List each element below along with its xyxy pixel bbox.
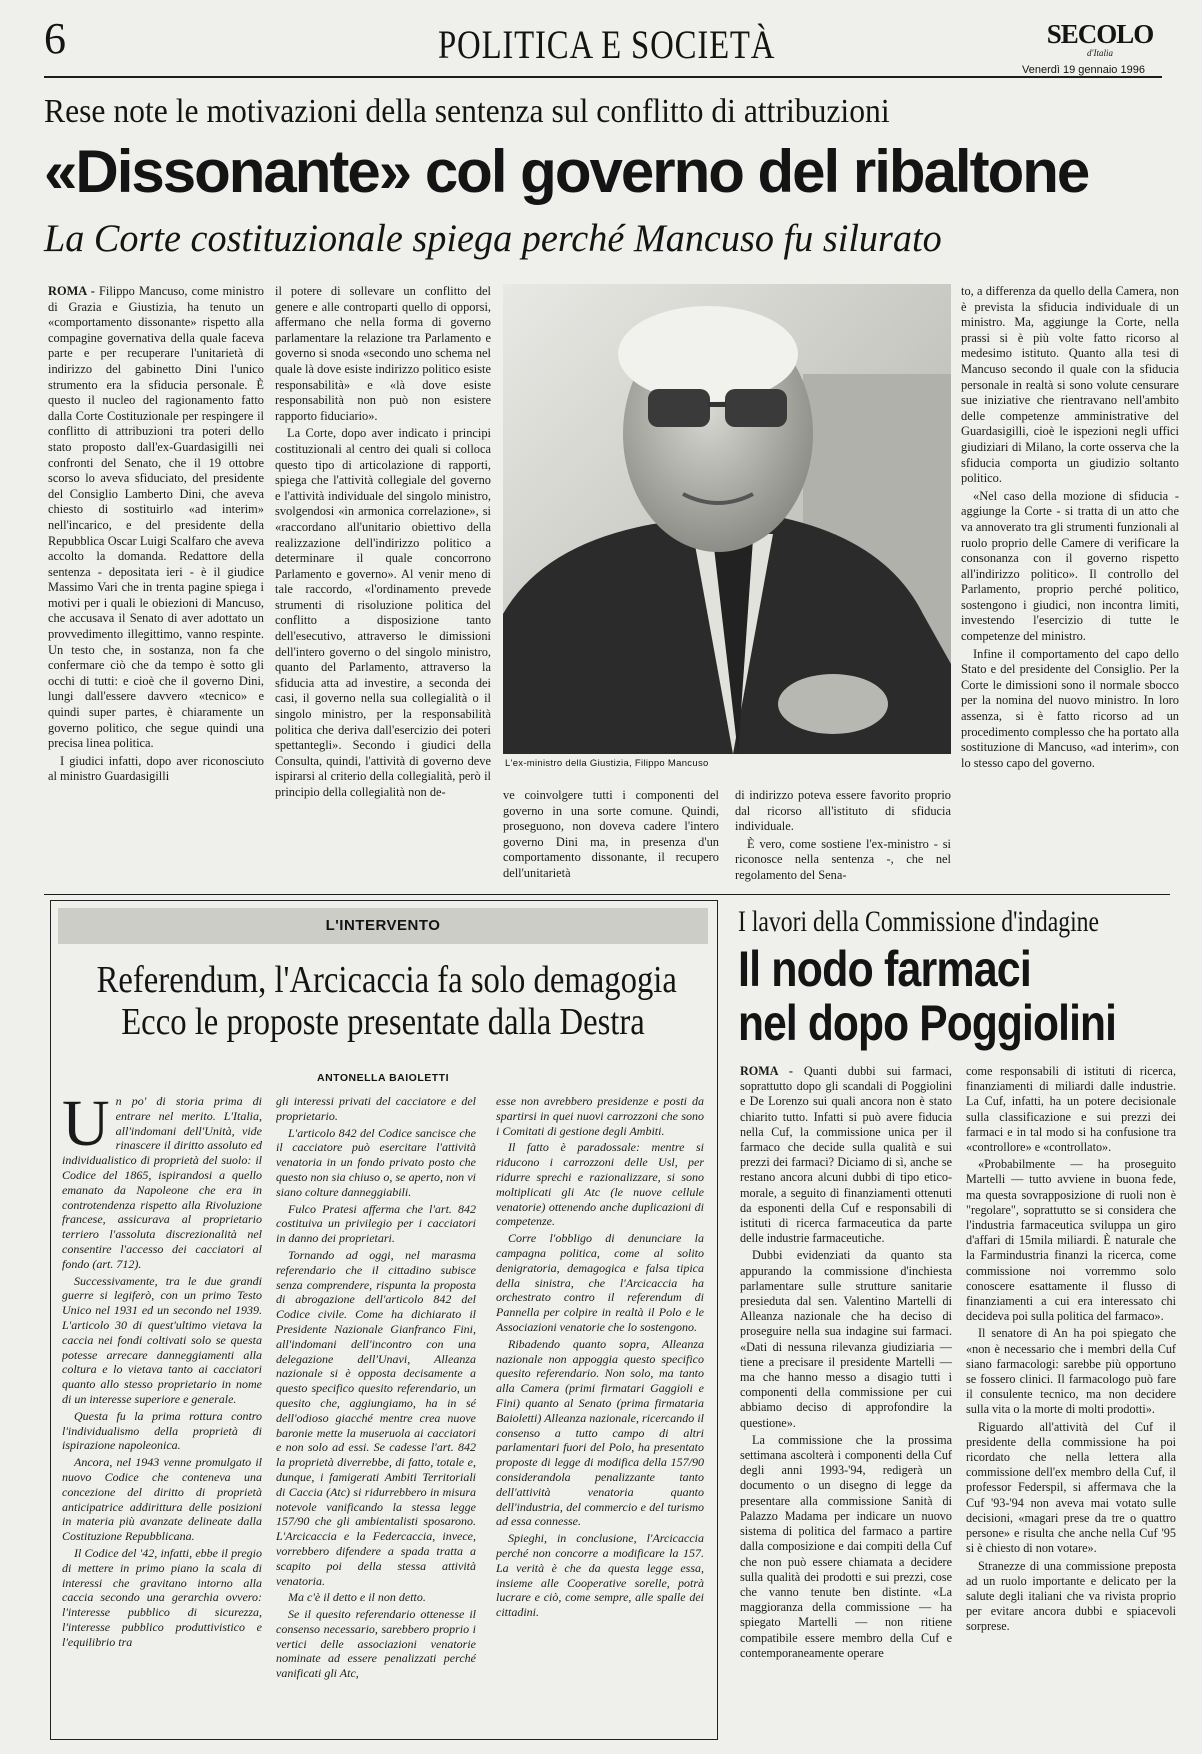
- main-column-3: [503, 788, 719, 884]
- main-col2-para2: La Corte, dopo aver indicato i principi costituzionali al centro dei quali si colloca questo tipo di articolazione di rapporti, spiega che l'attività collegiale del governo e l'attività individuale del singolo ministro, svolgendosi «in armonica correlazione», si «raccordano all'unitario obiettivo della realizzazione dell'indirizzo politico a determinare il quale concorrono Parlamento e governo». Al venir meno di tale raccordo, «l'ordinamento prevede strumenti di risoluzione politica del conflitto a disposizione tanto dell'esecutivo, attraverso le dimissioni dell'intero governo o del singolo ministro, quanto del Parlamento, attraverso la sfiducia atta ad investire, a seconda dei casi, il governo nella sua collegialità o il singolo ministro, per la responsabilità politica che deriva dall'esercizio dei poteri spettantegli». Secondo i giudici della Consulta, quindi, l'attività di governo deve ispirarsi al criterio della collegialità, però il principio della collegialità non de-: [275, 426, 491, 799]
- farmaci-column-2: [966, 1064, 1176, 1744]
- intervento-col1-para3: Questa fu la prima rottura contro l'individualismo della proprietà di ispirazione napoleonica.: [62, 1408, 262, 1453]
- logo-subtitle: d'Italia: [1087, 48, 1113, 58]
- main-column-2: [275, 284, 491, 884]
- intervento-col2-para1: gli interessi privati del cacciatore e del proprietario.: [276, 1094, 476, 1123]
- intervento-col1-para1: n po' di storia prima di entrare nel merito. L'Italia, all'indomani dell'Unità, vide rinascere il diritto assoluto ed individualistico di proprietà del suolo: il Codice del 1865, ispirandosi a quello emanato da Napoleone che era in controtendenza rispetto alla Rivoluzione francese, assicurava al proprietario terriero l'assoluta discrezionalità nel consentire l'accesso dei cacciatori al fondo (art. 712).: [62, 1094, 262, 1271]
- main-col5-para2: «Nel caso della mozione di sfiducia - aggiunge la Corte - si tratta di un atto che va annoverato tra gli strumenti funzionali al ruolo proprio delle Camere di verificare la consonanza con il governo rispetto all'indirizzo politico». Il controllo del Parlamento, proprio perché politico, sostengono i giudici, non incontra limiti, investendo l'esercizio di tutte le competenze del ministro.: [961, 488, 1179, 644]
- page-number: 6: [44, 14, 66, 63]
- intervento-col1-para5: Il Codice del '42, infatti, ebbe il pregio di mettere in primo piano la scala di interessi che gravitano intorno alla caccia secondo una gerarchia ovvero: l'interesse pubblico di sicurezza, l'interesse pubblico produttivistico e l'equilibrio tra: [62, 1545, 262, 1649]
- intervento-col3-para2: Il fatto è paradossale: mentre si riducono i carrozzoni delle Usl, per ridurre sprechi e razionalizzare, si sono moltiplicati gli Atc (le nuove cellule venatorie) ottenendo anche duplicazioni di competenze.: [496, 1140, 704, 1229]
- section-divider: [44, 894, 1170, 895]
- header-rule: [44, 76, 1162, 78]
- main-column-4: [735, 788, 951, 884]
- farmaci-col2-para2: «Probabilmente — ha proseguito Martelli — tutto avviene in buona fede, ma questa sovrapposizione di ruoli non è "regolare", soprattutto se si considera che l'industria farmaceutica sviluppa un giro d'affari di 15mila miliardi. È naturale che la Farmindustria finanzi la ricerca, come commissione noi vorremmo solo conoscere esattamente il flusso di finanziamenti a cui era interessato chi decideva poi sulla politica del farmaco».: [966, 1157, 1176, 1324]
- farmaci-col1-para3: La commissione che la prossima settimana ascolterà i componenti della Cuf degli anni 1993-'94, redigerà un documento o un disegno di legge da presentare alla commissione Sanità di Palazzo Madama per indicare un nuovo sistema di politica del farmaco a partire dalla composizione e dai compiti della Cuf che non può essere chiamata a decidere sulla qualità dei prodotti e sui prezzi, cose che vanno tenute ben distinte. «La maggioranza della commissione — ha spiegato Martelli — non ritiene compatibile essere membro della Cuf e contemporaneamente operare: [740, 1432, 952, 1660]
- main-subheadline: La Corte costituzionale spiega perché Mancuso fu silurato: [44, 217, 942, 260]
- intervento-col3-para3: Corre l'obbligo di denunciare la campagna politica, come al solito denigratoria, demagogica e falsa tipica della sinistra, che l'Arcicaccia ha orchestrato contro il referendum di Pannella per colpire in realtà il Polo e le Associazioni venatorie che lo sostengono.: [496, 1231, 704, 1334]
- intervento-column-1: [62, 1094, 262, 1734]
- main-column-5: [961, 284, 1179, 884]
- intervento-col3-para1: esse non avrebbero presidenze e posti da spartirsi in quei nuovi carrozzoni che sono i Comitati di gestione degli Ambiti.: [496, 1094, 704, 1138]
- masthead-logo: [1040, 20, 1160, 58]
- main-col2-para1: il potere di sollevare un conflitto del genere e alle controparti quello di opporsi, affermano che nella forma di governo parlamentare la relazione tra Parlamento e governo si snoda «secondo uno schema nel quale là dove esiste indirizzo politico esiste responsabilità» e «là dove esiste responsabilità non può non esistere rapporto fiduciario».: [275, 284, 491, 423]
- logo-text: SECOLO: [1046, 19, 1154, 49]
- portrait-illustration: [503, 284, 951, 754]
- farmaci-col1-para2: Dubbi evidenziati da quanto sta appurando la commissione d'inchiesta parlamentare sulle strutture sanitarie presieduta dal sen. Valentino Martelli di Alleanza nazionale che ha deciso di proseguire nella sua indagine sui farmaci. «Dati di nessuna rilevanza giudiziaria — tiene a precisare il presidente Martelli — ma che hanno messo a disagio tutti i componenti della commissione per cui abbiamo deciso di approfondire la questione».: [740, 1248, 952, 1430]
- intervento-column-2: [276, 1094, 476, 1734]
- main-column-1: [48, 284, 264, 884]
- farmaci-col2-para3: Il senatore di An ha poi spiegato che «non è necessario che i membri della Cuf siano farmacologi: sarebbe più opportuno se fossero clinici. Il farmacologo può fare il consulente tecnico, ma non decidere sulla vita o la morte di molti prodotti».: [966, 1326, 1176, 1417]
- intervento-col2-para6: Se il quesito referendario ottenesse il consenso necessario, sarebbero proprio i vertici delle associazioni venatorie nominate ad essere penalizzati perché vanificati gli Atc,: [276, 1607, 476, 1681]
- section-title: POLITICA E SOCIETÀ: [438, 22, 776, 67]
- main-kicker: Rese note le motivazioni della sentenza sul conflitto di attribuzioni: [44, 93, 890, 130]
- main-col5-para1: to, a differenza da quello della Camera, non è prevista la sfiducia individuale di un ministro. Ma, aggiunge la Corte, nella prassi si è più volte fatto ricorso al medesimo istituto. Quanto alla tesi di Mancuso secondo il quale con la sfiducia personale in realtà si sono volute censurare sue iniziative che rientravano nell'ambito delle competenze amministrative del Guardasigilli, cioè le ispezioni negli uffici giudiziari di Milano, la corte osserva che la sfiducia comporta un giudizio soltanto politico.: [961, 284, 1179, 486]
- main-col1-para2: I giudici infatti, dopo aver riconosciuto al ministro Guardasigilli: [48, 753, 264, 784]
- intervento-col2-para2: L'articolo 842 del Codice sancisce che il cacciatore può esercitare l'attività venatoria in un fondo privato posto che questo non sia chiuso o, se aperto, non vi siano colture danneggiabili.: [276, 1125, 476, 1199]
- farmaci-col2-para5: Stranezze di una commissione preposta ad un ruolo importante e delicato per la salute degli italiani che va rivista proprio per evitare ancora dubbi e spiacevoli sorprese.: [966, 1558, 1176, 1634]
- farmaci-column-1: [740, 1064, 952, 1744]
- intervento-headline-2: Ecco le proposte presentate dalla Destra: [121, 1001, 645, 1043]
- issue-date: Venerdì 19 gennaio 1996: [1022, 64, 1145, 76]
- intervento-col2-para3: Fulco Pratesi afferma che l'art. 842 costituiva un privilegio per i cacciatori in danno dei proprietari.: [276, 1201, 476, 1246]
- main-headline: «Dissonante» col governo del ribaltone: [44, 138, 1089, 205]
- main-col3-para: ve coinvolgere tutti i componenti del governo in una sorte comune. Quindi, proseguono, non doveva cadere l'intero governo Dini ma, in presenza d'un comportamento dissonante, il recupero dell'unitarietà: [503, 788, 719, 880]
- intervento-col2-para5: Ma c'è il detto e il non detto.: [288, 1590, 426, 1605]
- intervento-col3-para5: Spieghi, in conclusione, l'Arcicaccia perché non concorre a modificare la 157. La verità è che da questa legge essa, insieme alle Cooperative sorelle, potrà lucrare e ciò, come sempre, alle spalle dei cittadini.: [496, 1531, 704, 1620]
- intervento-col1-para2: Successivamente, tra le due grandi guerre si legiferò, con un primo Testo Unico nel 1931 ed un secondo nel 1939. L'articolo 30 di quest'ultimo vietava la caccia nei fondi coltivati solo se questa potesse arrecare danneggiamenti alla coltura e lo vietava tanto ai cacciatori quanto allo stesso proprietario in nome di un interesse superiore e generale.: [62, 1273, 262, 1406]
- main-col4-para1: di indirizzo poteva essere favorito proprio dal ricorso all'istituto di sfiducia individuale.: [735, 788, 951, 834]
- main-col5-para3: Infine il comportamento del capo dello Stato e del presidente del Consiglio. Per la Corte le dimissioni sono il normale sbocco per la nomina del nuovo ministro. In loro assenza, si è fatto ricorso ad un procedimento complesso che ha portato alla sostituzione di Mancuso, «ad interim», con lo stesso capo del governo.: [961, 646, 1179, 770]
- intervento-col2-para4: Tornando ad oggi, nel marasma referendario che il cittadino subisce senza comprendere, rispunta la proposta di abrogazione dell'articolo 842 del Codice civile. Come ha dichiarato il Presidente Nazionale Gianfranco Fini, all'indomani dell'incontro con una delegazione dell'Unavi, Alleanza nazionale si è opposta decisamente a questo specifico quesito referendario, un quesito che, aggiungiamo, ha in sé dell'odioso giacché mentre crea nuove baronie mette la museruola ai cacciatori e non solo ad essi. Se cadesse l'art. 842 la proprietà diverrebbe, di fatto, totale e, dunque, i famigerati Ambiti Territoriali di Caccia (Atc) si ridurrebbero in misura notevole vanificando la stessa legge 157/90 che gli ambientalisti sposarono. L'Arcicaccia e la Federcaccia, invece, vorrebbero difendere a spada tratta a scapito poi della stessa attività venatoria.: [276, 1247, 476, 1588]
- farmaci-col2-para1: come responsabili di istituti di ricerca, finanziamenti di miliardi dalle industrie. La Cuf, infatti, ha un potere decisionale sulla classificazione e sui prezzi dei farmaci e in tal modo si ha confusione tra «controllore» e «controllato».: [966, 1064, 1176, 1155]
- main-col4-para2: È vero, come sostiene l'ex-ministro - si riconosce nella sentenza -, che nel regolamento del Sena-: [735, 836, 951, 882]
- intervento-headline-1: Referendum, l'Arcicaccia fa solo demagogia: [96, 959, 677, 1001]
- mancuso-photo: [503, 284, 951, 754]
- farmaci-col1-para1: Quanti dubbi sui farmaci, soprattutto dopo gli scandali di Poggiolini e De Lorenzo sui quali ancora non è stato chiarito tutto. Infatti si può avere fiducia nella Cuf, la commissione unica per il farmaco che decide sulla qualità e sui prezzi dei farmaci? Diciamo di sì, anche se restano ancora alcuni dubbi di tipo etico-morale, a seguito di finanziamenti ottenuti da esponenti della Cuf e responsabili di istituti di ricerca farmaceutica da parte delle industrie farmaceutiche.: [740, 1064, 952, 1246]
- farmaci-col2-para4: Riguardo all'attività del Cuf il presidente della commissione ha poi ricordato che nella lettera alla commissione dell'ex membro della Cuf, il professor Federspil, si affermava che la Cuf '93-'94 non aveva mai votato sulle decisioni, «magari prese da tre o quattro persone» e risulta che anche nella Cuf '95 si è chiesto di non votare».: [966, 1419, 1176, 1556]
- farmaci-kicker: I lavori della Commissione d'indagine: [738, 905, 1100, 938]
- intervento-label: L'INTERVENTO: [58, 908, 708, 944]
- intervento-col3-para4: Ribadendo quanto sopra, Alleanza nazionale non appoggia questo specifico quesito referendario. Non solo, ma tanto alla Camera (primi firmatari Gaggioli e Fini) quanto al Senato (prima firmataria Baioletti) Alleanza nazionale, ricercando il consenso a tutto campo di altri parlamentari fuori del Polo, ha presentato proposte di legge di modifica della 157/90 considerandola penalizzante tanto dell'attività venatoria quanto dell'industria, del commercio e del turismo ad essa connesse.: [496, 1336, 704, 1529]
- photo-caption: L'ex-ministro della Giustizia, Filippo Mancuso: [505, 758, 709, 769]
- main-dateline: ROMA -: [48, 284, 95, 298]
- intervento-col1-para4: Ancora, nel 1943 venne promulgato il nuovo Codice che conteneva una concezione del diritto di proprietà anticipatrice addirittura delle posizioni in materia più avanzate delineate dalla Costituzione Repubblicana.: [62, 1455, 262, 1544]
- intervento-column-3: [496, 1094, 704, 1734]
- intervento-byline: ANTONELLA BAIOLETTI: [317, 1072, 449, 1084]
- farmaci-headline-2: nel dopo Poggiolini: [738, 995, 1117, 1051]
- intervento-dropcap: U: [62, 1094, 110, 1160]
- farmaci-headline-1: Il nodo farmaci: [738, 941, 1031, 997]
- main-col1-para1: Filippo Mancuso, come ministro di Grazia e Giustizia, ha tenuto un «comportamento dissonante» rispetto alla compagine governativa della quale faceva parte e per recuperare l'unitarietà di indirizzo del gabinetto Dini l'unico strumento era la sfiducia personale. È questo il nucleo del ragionamento fatto dalla Corte Costituzionale per respingere il conflitto di attribuzioni tra poteri dello stato proposto dall'ex-Guardasigilli nei confronti del Senato, che il 19 ottobre scorso lo aveva sfiduciato, del presidente del Consiglio Lamberto Dini, che aveva chiesto di sostituirlo «ad interim» nell'incarico, e del presidente della Repubblica Oscar Luigi Scalfaro che aveva accolto la domanda. Redattore della sentenza - depositata ieri - è il giudice Massimo Vari che in trenta pagine spiega i motivi per i quali le obiezioni di Mancuso, che accusava il Senato di aver adottato un provvedimento illegittimo, vanno respinte. Un testo che, in sostanza, non fa che confermare ciò che da tempo è sotto gli occhi di tutti: e cioè che il governo Dini, lungi dall'essere davvero «tecnico» e quindi super partes, è chiaramente un governo politico, che segue quindi una precisa linea politica.: [48, 284, 264, 751]
- farmaci-dateline: ROMA -: [740, 1064, 793, 1078]
